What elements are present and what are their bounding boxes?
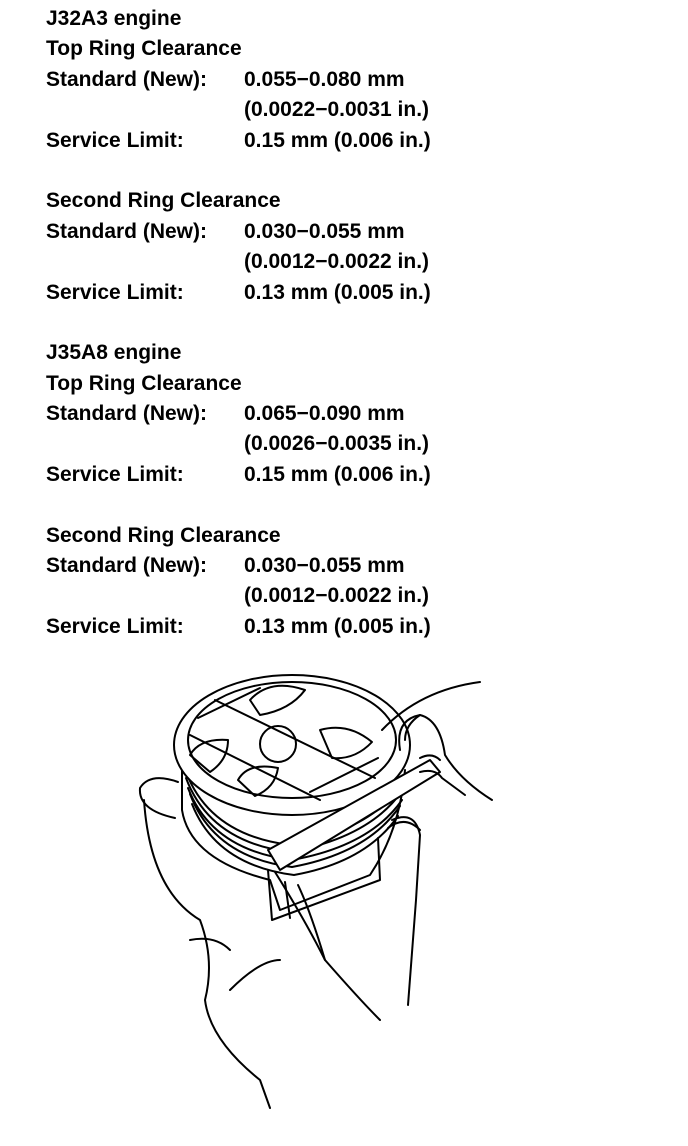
section-title: Top Ring Clearance <box>46 371 242 395</box>
service-limit-label: Service Limit: <box>46 128 184 152</box>
section-title: Top Ring Clearance <box>46 37 242 61</box>
piston-ring-feeler-gauge-icon <box>120 660 520 1120</box>
standard-row <box>46 399 666 429</box>
spec-sheet <box>46 4 666 642</box>
standard-label: Standard (New): <box>46 219 208 243</box>
engine-heading-j32a3: J32A3 engine <box>46 7 182 30</box>
standard-mm-value: 0.065−0.090 mm <box>244 402 405 426</box>
standard-inch-row <box>46 95 666 125</box>
standard-mm-value: 0.030−0.055 mm <box>244 219 405 243</box>
standard-row <box>46 551 666 581</box>
standard-label: Standard (New): <box>46 402 208 426</box>
section-title: Second Ring Clearance <box>46 189 281 213</box>
service-limit-value: 0.15 mm (0.006 in.) <box>244 462 431 486</box>
service-limit-row <box>46 126 666 156</box>
standard-row <box>46 65 666 95</box>
service-limit-value: 0.15 mm (0.006 in.) <box>244 128 431 152</box>
standard-inch-row <box>46 429 666 459</box>
standard-inch-value: (0.0022−0.0031 in.) <box>244 98 430 122</box>
service-limit-label: Service Limit: <box>46 462 184 486</box>
standard-inch-value: (0.0012−0.0022 in.) <box>244 584 430 608</box>
service-limit-row <box>46 460 666 490</box>
engine-heading-j35a8: J35A8 engine <box>46 341 182 365</box>
standard-label: Standard (New): <box>46 67 208 91</box>
service-limit-value: 0.13 mm (0.005 in.) <box>244 280 431 304</box>
standard-inch-value: (0.0026−0.0035 in.) <box>244 432 430 456</box>
service-limit-label: Service Limit: <box>46 280 184 304</box>
standard-inch-value: (0.0012−0.0022 in.) <box>244 250 430 274</box>
standard-mm-value: 0.055−0.080 mm <box>244 67 405 91</box>
standard-inch-row <box>46 247 666 277</box>
standard-mm-value: 0.030−0.055 mm <box>244 554 405 578</box>
section-title: Second Ring Clearance <box>46 523 281 547</box>
service-limit-row <box>46 278 666 308</box>
standard-row <box>46 217 666 247</box>
service-limit-row <box>46 612 666 642</box>
service-limit-label: Service Limit: <box>46 614 184 638</box>
standard-label: Standard (New): <box>46 554 208 578</box>
standard-inch-row <box>46 581 666 611</box>
service-limit-value: 0.13 mm (0.005 in.) <box>244 614 431 638</box>
